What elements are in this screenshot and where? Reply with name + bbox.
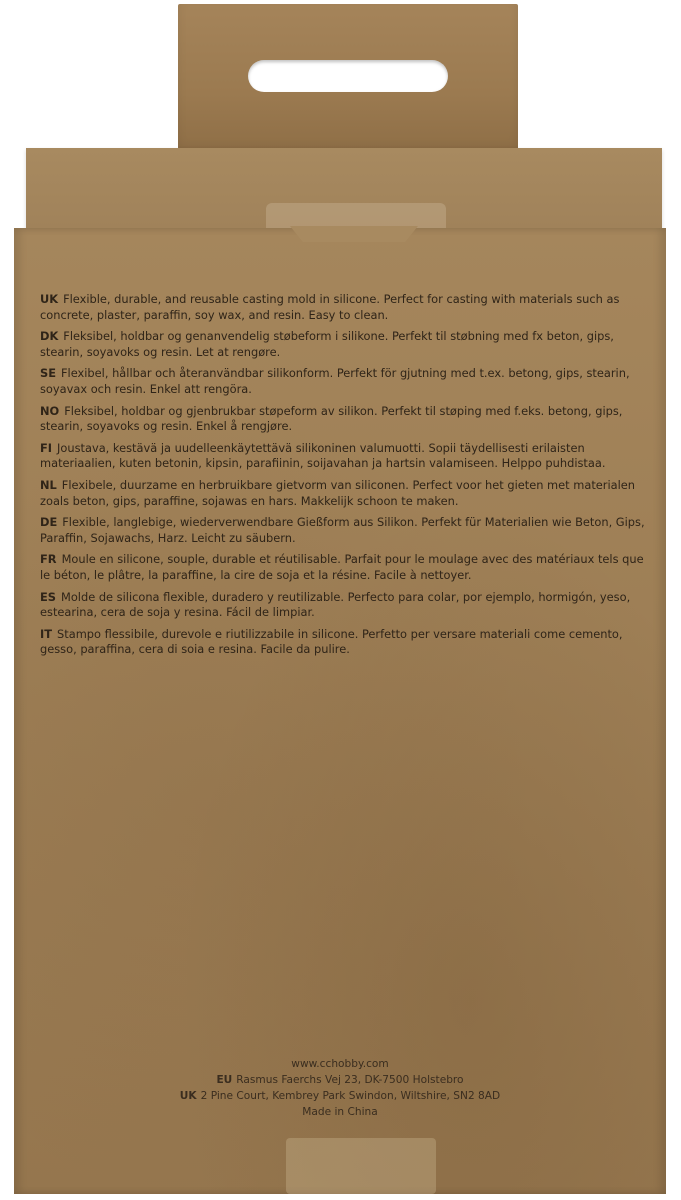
language-code: IT [40, 626, 53, 641]
hanger-hole [248, 60, 448, 92]
flap-notch [290, 226, 418, 242]
description-es [40, 590, 652, 621]
language-code: DK [40, 329, 59, 344]
description-text: Flexibel, hållbar och återanvändbar silikonform. Perfekt för gjutning med t.ex. betong, gips, stearin, soyavax och resin. Enkel att rengöra. [40, 366, 630, 396]
uk-address: 2 Pine Court, Kembrey Park Swindon, Wiltshire, SN2 8AD [200, 1090, 501, 1102]
language-code: FI [40, 440, 53, 455]
description-text: Flexible, durable, and reusable casting mold in silicone. Perfect for casting with materials such as concrete, plaster, paraffin, soy wax, and resin. Easy to clean. [40, 292, 620, 322]
language-code: DE [40, 515, 58, 530]
multilingual-description [40, 292, 652, 664]
description-it [40, 627, 652, 658]
description-text: Joustava, kestävä ja uudelleenkäytettävä silikoninen valumuotti. Sopii täydellisesti erilaisten materiaalien, kuten betonin, kipsin, parafiinin, soijavahan ja hartsin valamiseen. Helppo puhdistaa. [40, 440, 606, 471]
description-text: Moule en silicone, souple, durable et réutilisable. Parfait pour le moulage avec des matériaux tels que le béton, le plâtre, la paraffine, la cire de soja et la résine. Facile à nettoyer. [40, 552, 644, 582]
tape-strip-bottom [286, 1138, 436, 1194]
description-fr [40, 552, 652, 583]
description-text: Stampo flessibile, durevole e riutilizzabile in silicone. Perfetto per versare materiali come cemento, gesso, paraffina, cera di soia e resina. Facile da pulire. [40, 626, 623, 657]
description-text: Fleksibel, holdbar og gjenbrukbar støpeform av silikon. Perfekt til støping med f.eks. betong, gips, stearin, soyavoks og resin. Enkel å rengjøre. [40, 403, 623, 434]
hanger-tab [178, 4, 518, 154]
description-text: Flexibele, duurzame en herbruikbare gietvorm van siliconen. Perfect voor het gieten met materialen zoals beton, gips, paraffine, sojawas en hars. Makkelijk schoon te maken. [40, 477, 636, 508]
language-code: NL [40, 477, 57, 492]
region-code: UK [179, 1090, 197, 1102]
language-code: NO [40, 403, 60, 418]
language-code: ES [40, 589, 56, 604]
description-no [40, 404, 652, 435]
language-code: FR [40, 552, 57, 567]
eu-address: Rasmus Faerchs Vej 23, DK-7500 Holstebro [236, 1074, 464, 1086]
description-se [40, 366, 652, 397]
region-code: EU [216, 1074, 233, 1086]
website: www.cchobby.com [291, 1058, 389, 1070]
description-uk [40, 292, 652, 323]
description-text: Fleksibel, holdbar og genanvendelig støbeform i silikone. Perfekt til støbning med fx beton, gips, stearin, soyavoks og resin. Let at rengøre. [40, 329, 614, 359]
country-of-origin: Made in China [302, 1106, 378, 1118]
description-text: Flexible, langlebige, wiederverwendbare Gießform aus Silikon. Perfekt für Materialien wie Beton, Gips, Paraffin, Sojawachs, Harz. Leicht zu säubern. [40, 515, 645, 545]
description-de [40, 515, 652, 546]
uk-address-line [14, 1088, 666, 1104]
language-code: UK [40, 292, 59, 306]
manufacturer-info [14, 1056, 666, 1120]
description-nl [40, 478, 652, 509]
description-fi [40, 441, 652, 472]
description-dk [40, 329, 652, 360]
box-back-panel [14, 228, 666, 1194]
description-text: Molde de silicona flexible, duradero y reutilizable. Perfecto para colar, por ejemplo, hormigón, yeso, estearina, cera de soja y resina. Fácil de limpiar. [40, 589, 631, 620]
language-code: SE [40, 366, 56, 381]
box-top-flap [26, 148, 662, 230]
eu-address-line [14, 1072, 666, 1088]
